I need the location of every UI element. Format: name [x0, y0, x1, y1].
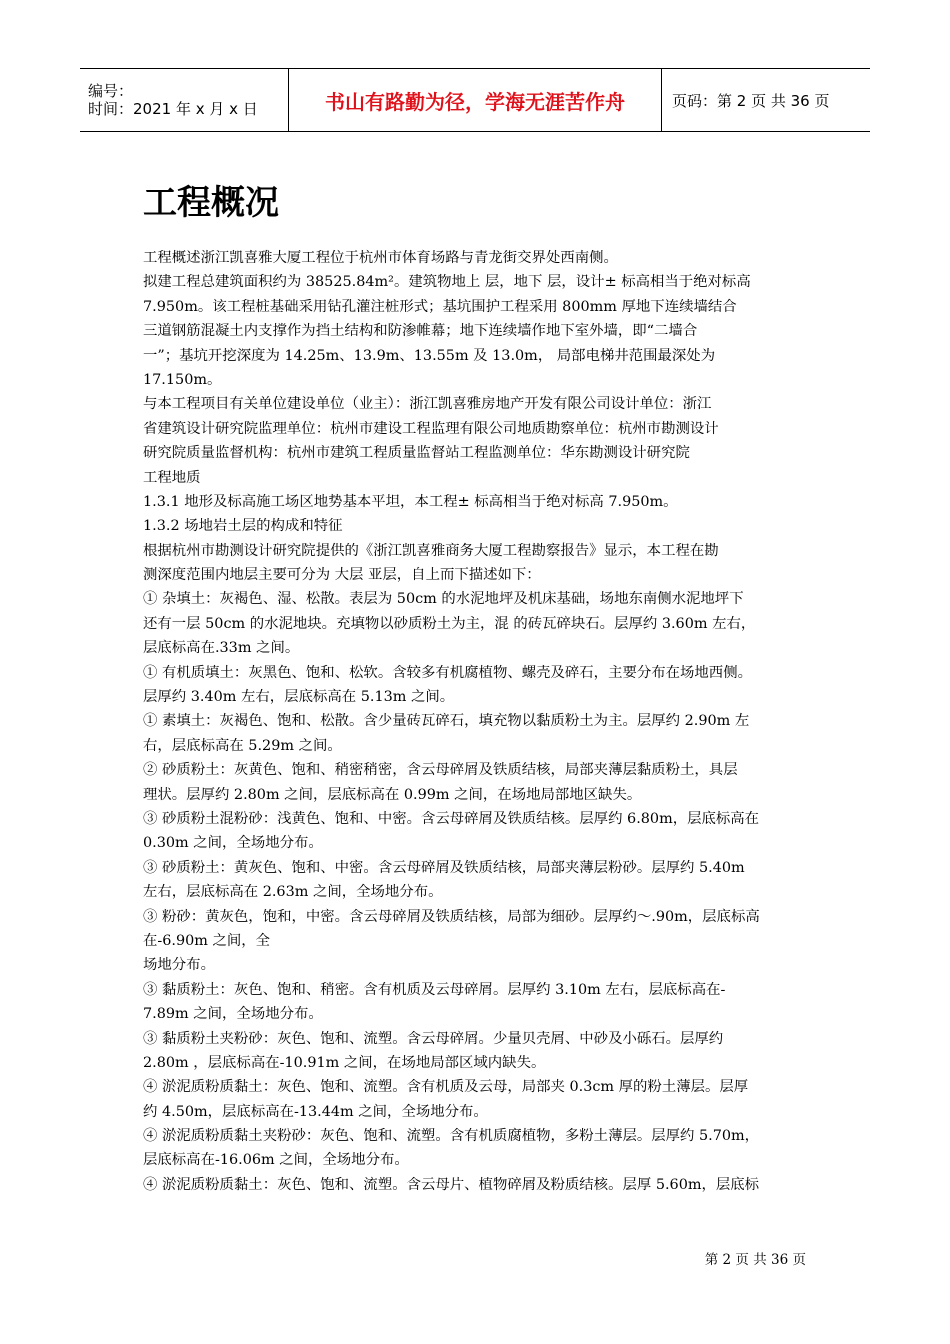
body-line: ③ 黏质粉土：灰色、饱和、稍密。含有机质及云母碎屑。层厚约 3.10m 左右，层底标高在- — [143, 981, 726, 998]
body-line: 层厚约 3.40m 左右，层底标高在 5.13m 之间。 — [143, 689, 455, 706]
body-line: 还有一层 50cm 的水泥地块。充填物以砂质粉土为主，混 的砖瓦碎块石。层厚约 3.60m 左右， — [143, 615, 756, 632]
page-header — [80, 68, 870, 132]
body-line: 层底标高在-16.06m 之间，全场地分布。 — [143, 1152, 409, 1169]
body-line: 拟建工程总建筑面积约为 38525.84m²。建筑物地上 层，地下 层，设计± 标高相当于绝对标高 — [143, 274, 751, 291]
body-line: 工程地质 — [143, 469, 201, 486]
body-line: ② 砂质粉土：灰黄色、饱和、稍密稍密，含云母碎屑及铁质结核，局部夹薄层黏质粉土，具层 — [143, 762, 738, 779]
body-line: 1.3.2 场地岩土层的构成和特征 — [143, 518, 343, 535]
body-line: 层底标高在.33m 之间。 — [143, 640, 300, 657]
document-date: 时间：2021 年 x 月 x 日 — [88, 100, 258, 118]
body-line: ③ 粉砂：黄灰色，饱和，中密。含云母碎屑及铁质结核，局部为细砂。层厚约～.90m，层底标高 — [143, 908, 760, 925]
body-line: 1.3.1 地形及标高施工场区地势基本平坦，本工程± 标高相当于绝对标高 7.950m。 — [143, 493, 678, 510]
body-line: 17.150m。 — [143, 371, 222, 388]
body-line: 在-6.90m 之间，全 — [143, 932, 271, 949]
body-line: ① 有机质填土：灰黑色、饱和、松软。含较多有机腐植物、螺壳及碎石，主要分布在场地西侧。 — [143, 664, 752, 681]
body-line: ④ 淤泥质粉质黏土：灰色、饱和、流塑。含有机质及云母，局部夹 0.3cm 厚的粉土薄层。层厚 — [143, 1079, 749, 1096]
body-line: 约 4.50m，层底标高在-13.44m 之间，全场地分布。 — [143, 1103, 488, 1120]
document-number: 编号： — [88, 82, 134, 100]
body-line: ④ 淤泥质粉质黏土夹粉砂：灰色、饱和、流塑。含有机质腐植物，多粉土薄层。层厚约 5.70m， — [143, 1128, 760, 1145]
body-line: 场地分布。 — [143, 957, 215, 974]
header-motto: 书山有路勤为径，学海无涯苦作舟 — [325, 89, 625, 114]
body-line: ③ 砂质粉土混粉砂：浅黄色、饱和、中密。含云母碎屑及铁质结核。层厚约 6.80m，层底标高在 — [143, 810, 760, 827]
body-line: 测深度范围内地层主要可分为 大层 亚层，自上而下描述如下： — [143, 567, 541, 584]
body-line: ③ 黏质粉土夹粉砂：灰色、饱和、流塑。含云母碎屑。少量贝壳屑、中砂及小砾石。层厚约 — [143, 1030, 724, 1047]
page-title: 工程概况 — [143, 183, 279, 223]
body-line: 2.80m ，层底标高在-10.91m 之间，在场地局部区域内缺失。 — [143, 1054, 546, 1071]
body-line: 研究院质量监督机构：杭州市建筑工程质量监督站工程监测单位：华东勘测设计研究院 — [143, 445, 690, 462]
page-footer: 第 2 页 共 36 页 — [704, 1252, 806, 1268]
body-line: 7.950m。该工程桩基础采用钻孔灌注桩形式；基坑围护工程采用 800mm 厚地下连续墙结合 — [143, 298, 737, 315]
document-body — [143, 246, 809, 1197]
body-line: 右，层底标高在 5.29m 之间。 — [143, 737, 342, 754]
body-line: 与本工程项目有关单位建设单位（业主）：浙江凯喜雅房地产开发有限公司设计单位：浙江 — [143, 396, 712, 413]
body-line: 三道钢筋混凝土内支撑作为挡土结构和防渗帷幕；地下连续墙作地下室外墙，即“二墙合 — [143, 323, 698, 340]
body-line: 左右，层底标高在 2.63m 之间，全场地分布。 — [143, 884, 443, 901]
header-page-cell — [662, 69, 870, 131]
header-info — [80, 69, 288, 131]
body-line: ① 杂填土：灰褐色、湿、松散。表层为 50cm 的水泥地坪及机床基础，场地东南侧水泥地坪下 — [143, 591, 744, 608]
body-line: ① 素填土：灰褐色、饱和、松散。含少量砖瓦碎石，填充物以黏质粉土为主。层厚约 2.90m 左 — [143, 713, 750, 730]
body-line: 省建筑设计研究院监理单位：杭州市建设工程监理有限公司地质勘察单位：杭州市勘测设计 — [143, 420, 719, 437]
body-line: 0.30m 之间，全场地分布。 — [143, 835, 323, 852]
body-line: 工程概述浙江凯喜雅大厦工程位于杭州市体育场路与青龙街交界处西南侧。 — [143, 250, 618, 266]
body-line: 根据杭州市勘测设计研究院提供的《浙江凯喜雅商务大厦工程勘察报告》显示，本工程在勘 — [143, 542, 719, 559]
body-line: 一”；基坑开挖深度为 14.25m、13.9m、13.55m 及 13.0m， 局部电梯井范围最深处为 — [143, 347, 716, 364]
header-motto-cell — [288, 69, 662, 131]
body-line: 理状。层厚约 2.80m 之间，层底标高在 0.99m 之间，在场地局部地区缺失。 — [143, 786, 642, 803]
body-line: ④ 淤泥质粉质黏土：灰色、饱和、流塑。含云母片、植物碎屑及粉质结核。层厚 5.60m，层底标 — [143, 1176, 760, 1193]
header-page-number: 页码：第 2 页 共 36 页 — [672, 91, 830, 110]
body-line: ③ 砂质粉土：黄灰色、饱和、中密。含云母碎屑及铁质结核，局部夹薄层粉砂。层厚约 5.40m — [143, 859, 745, 876]
body-line: 7.89m 之间，全场地分布。 — [143, 1006, 323, 1023]
